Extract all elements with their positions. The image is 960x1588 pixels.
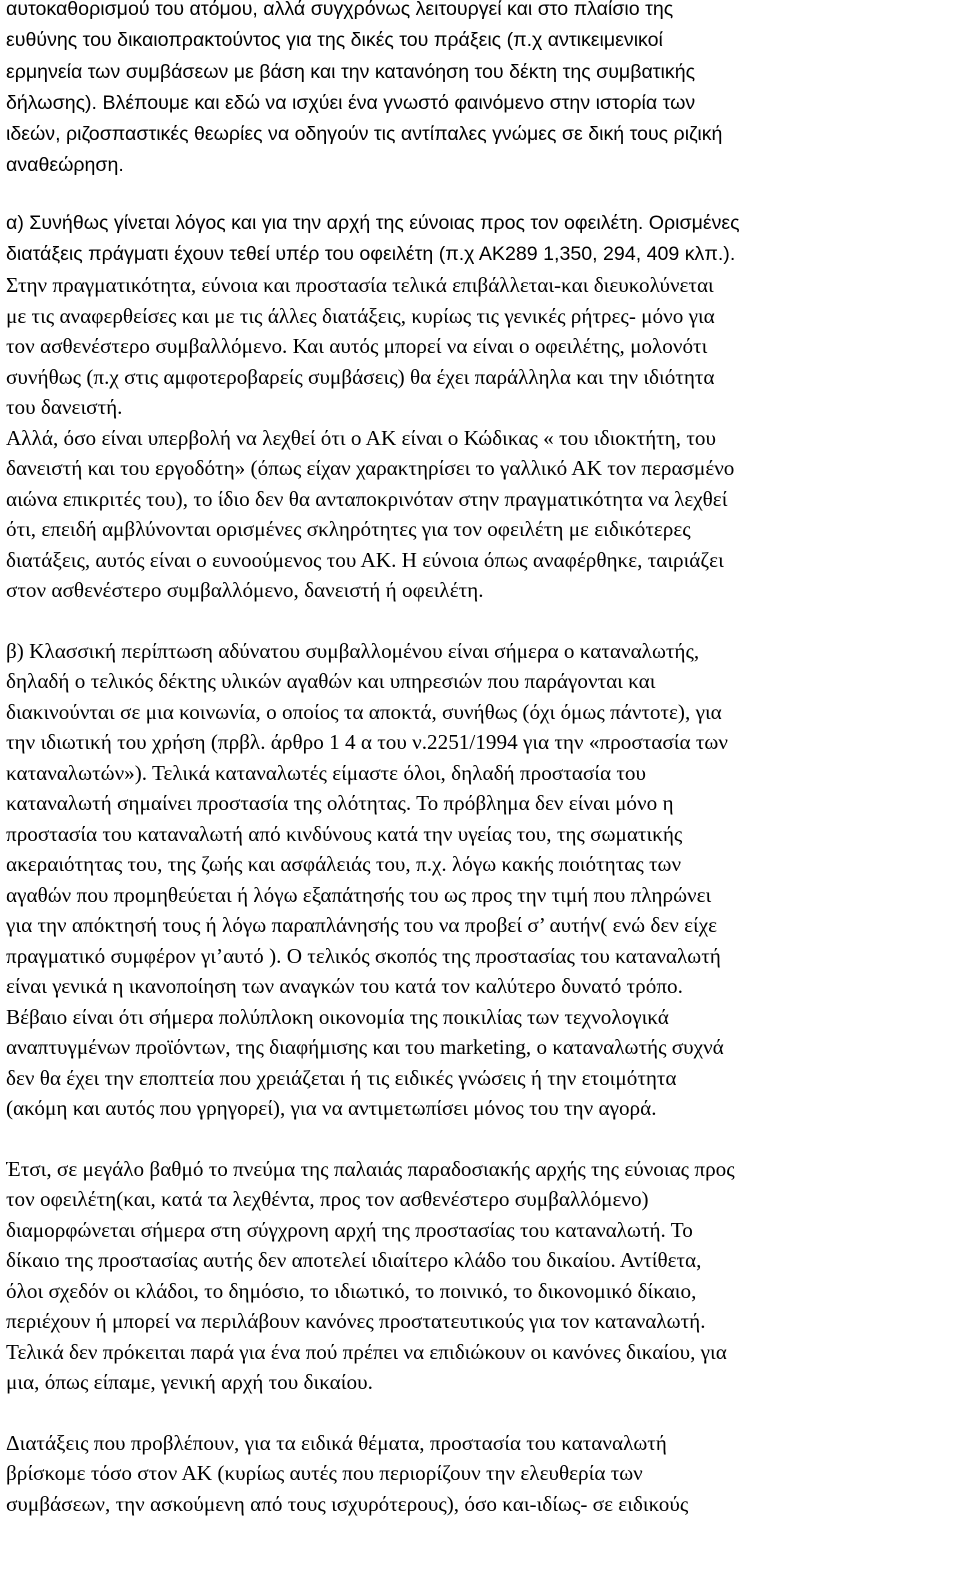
text-line: α) Συνήθως γίνεται λόγος και για την αρχή της εύνοιας προς τον οφειλέτη. Ορισμένες — [6, 211, 740, 234]
text-line: συμβάσεων, την ασκούμενη από τους ισχυρότερους), όσο και-ιδίως- σε ειδικούς — [6, 1491, 689, 1516]
paragraph-spacer — [6, 1124, 954, 1154]
text-line: ακεραιότητας του, της ζωής και ασφάλειάς του, π.χ. λόγω κακής ποιότητας των — [6, 852, 682, 877]
text-line: στον ασθενέστερο συμβαλλόμενο, δανειστή ή οφειλέτη. — [6, 578, 484, 603]
text-line: προστασία του καταναλωτή από κινδύνους κατά την υγείας του, της σωματικής — [6, 821, 683, 846]
text-line: δηλαδή ο τελικός δέκτης υλικών αγαθών και υπηρεσιών που παράγονται και — [6, 669, 656, 694]
text-line: με τις αναφερθείσες και με τις άλλες διατάξεις, κυρίως τις γενικές ρήτρες- μόνο για — [6, 303, 715, 328]
paragraph-intro — [6, 0, 954, 182]
text-line: περιέχουν ή μπορεί να περιλάβουν κανόνες προστατευτικούς για τον καταναλωτή. — [6, 1309, 706, 1334]
text-line: ότι, επειδή αμβλύνονται ορισμένες σκληρότητες για τον οφειλέτη με ειδικότερες — [6, 517, 691, 542]
paragraph-a-serif — [6, 270, 954, 606]
text-line: διατάξεις πράγματι έχουν τεθεί υπέρ του οφειλέτη (π.χ ΑΚ289 1,350, 294, 409 κλπ.). — [6, 243, 736, 266]
text-line: διατάξεις, αυτός είναι ο ευνοούμενος του ΑΚ. Η εύνοια όπως αναφέρθηκε, ταιριάζει — [6, 547, 724, 572]
paragraph-spacer — [6, 606, 954, 636]
text-line: πραγματικό συμφέρον γι’αυτό ). Ο τελικός σκοπός της προστασίας του καταναλωτή — [6, 943, 721, 968]
text-line: τον οφειλέτη(και, κατά τα λεχθέντα, προς τον ασθενέστερο συμβαλλόμενο) — [6, 1187, 649, 1212]
text-line: δανειστή και του εργοδότη» (όπως είχαν χαρακτηρίσει το γαλλικό ΑΚ τον περασμένο — [6, 456, 735, 481]
text-line: δεν θα έχει την εποπτεία που χρειάζεται ή τις ειδικές γνώσεις ή την ετοιμότητα — [6, 1065, 677, 1090]
paragraph-b — [6, 636, 954, 1124]
text-line: ιδεών, ριζοσπαστικές θεωρίες να οδηγούν τις αντίπαλες γνώμες σε δική τους ριζική — [6, 123, 723, 146]
paragraph-spacer — [6, 182, 954, 208]
text-line: ευθύνης του δικαιοπρακτούντος για της δικές του πράξεις (π.χ αντικειμενικοί — [6, 29, 663, 52]
text-line: Αλλά, όσο είναι υπερβολή να λεχθεί ότι ο ΑΚ είναι ο Κώδικας « του ιδιοκτήτη, του — [6, 425, 716, 450]
text-line: συνήθως (π.χ στις αμφοτεροβαρείς συμβάσεις) θα έχει παράλληλα και την ιδιότητα — [6, 364, 715, 389]
text-line: την ιδιωτική του χρήση (πρβλ. άρθρο 1 4 α του ν.2251/1994 για την «προστασία των — [6, 730, 728, 755]
text-line: Τελικά δεν πρόκειται παρά για ένα πού πρέπει να επιδιώκουν οι κανόνες δικαίου, για — [6, 1339, 727, 1364]
paragraph-d — [6, 1428, 954, 1520]
text-line: καταναλωτή σημαίνει προστασία της ολότητας. Το πρόβλημα δεν είναι μόνο η — [6, 791, 674, 816]
text-line: Βέβαιο είναι ότι σήμερα πολύπλοκη οικονομία της ποικιλίας των τεχνολογικά — [6, 1004, 669, 1029]
text-line: καταναλωτών»). Τελικά καταναλωτές είμαστε όλοι, δηλαδή προστασία του — [6, 760, 646, 785]
text-line: αναπτυγμένων προϊόντων, της διαφήμισης και του marketing, ο καταναλωτής συχνά — [6, 1035, 724, 1060]
text-line: αναθεώρηση. — [6, 154, 124, 177]
paragraph-spacer — [6, 1398, 954, 1428]
text-line: διαμορφώνεται σήμερα στη σύγχρονη αρχή της προστασίας του καταναλωτή. Το — [6, 1217, 693, 1242]
text-line: βρίσκομε τόσο στον ΑΚ (κυρίως αυτές που περιορίζουν την ελευθερία των — [6, 1461, 643, 1486]
text-line: β) Κλασσική περίπτωση αδύνατου συμβαλλομένου είναι σήμερα ο καταναλωτής, — [6, 638, 700, 663]
text-line: είναι γενικά η ικανοποίηση των αναγκών του κατά τον καλύτερο δυνατό τρόπο. — [6, 974, 683, 999]
text-line: δήλωσης). Βλέπουμε και εδώ να ισχύει ένα γνωστό φαινόμενο στην ιστορία των — [6, 91, 696, 114]
text-line: (ακόμη και αυτός που γρηγορεί), για να αντιμετωπίσει μόνος του την αγορά. — [6, 1096, 657, 1121]
text-line: ερμηνεία των συμβάσεων με βάση και την κατανόηση του δέκτη της συμβατικής — [6, 60, 696, 83]
text-line: Έτσι, σε μεγάλο βαθμό το πνεύμα της παλαιάς παραδοσιακής αρχής της εύνοιας προς — [6, 1156, 735, 1181]
text-line: δίκαιο της προστασίας αυτής δεν αποτελεί ιδιαίτερο κλάδο του δικαίου. Αντίθετα, — [6, 1248, 702, 1273]
text-line: μια, όπως είπαμε, γενική αρχή του δικαίου. — [6, 1370, 373, 1395]
text-line: αιώνα επικριτές του), το ίδιο δεν θα ανταποκρινόταν στην πραγματικότητα να λεχθεί — [6, 486, 728, 511]
text-line: Διατάξεις που προβλέπουν, για τα ειδικά θέματα, προστασία του καταναλωτή — [6, 1430, 667, 1455]
text-line: αυτοκαθορισμού του ατόμου, αλλά συγχρόνως λειτουργεί και στο πλαίσιο της — [6, 0, 674, 20]
text-line: Στην πραγματικότητα, εύνοια και προστασία τελικά επιβάλλεται-και διευκολύνεται — [6, 273, 714, 298]
text-line: αγαθών που προμηθεύεται ή λόγω εξαπάτησής του ως προς την τιμή που πληρώνει — [6, 882, 712, 907]
text-line: διακινούνται σε μια κοινωνία, ο οποίος τα αποκτά, συνήθως (όχι όμως πάντοτε), για — [6, 699, 722, 724]
paragraph-c — [6, 1154, 954, 1398]
text-line: όλοι σχεδόν οι κλάδοι, το δημόσιο, το ιδιωτικό, το ποινικό, το δικονομικό δίκαιο, — [6, 1278, 697, 1303]
text-line: του δανειστή. — [6, 395, 123, 420]
text-line: τον ασθενέστερο συμβαλλόμενο. Και αυτός μπορεί να είναι ο οφειλέτης, μολονότι — [6, 334, 708, 359]
text-line: για την απόκτησή τους ή λόγω παραπλάνησής του να προβεί σ’ αυτήν( ενώ δεν είχε — [6, 913, 718, 938]
paragraph-a-sans — [6, 208, 954, 271]
